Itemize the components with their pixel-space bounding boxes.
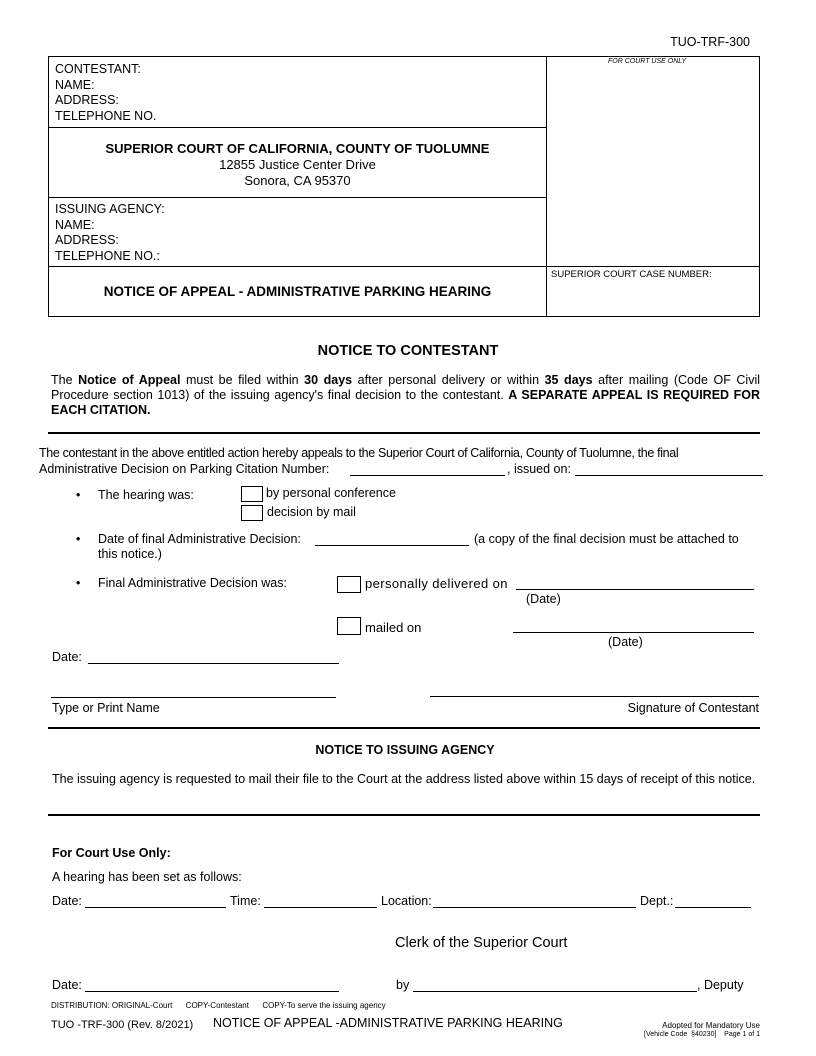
contestant-date-label: Date:: [52, 650, 82, 664]
print-name-label: Type or Print Name: [52, 701, 160, 715]
issuing-agency-block[interactable]: [55, 202, 165, 264]
hearing-location-field[interactable]: [433, 907, 636, 908]
court-use-area[interactable]: [548, 70, 758, 264]
issued-on-label: , issued on:: [507, 462, 571, 476]
notice-to-contestant-title: NOTICE TO CONTESTANT: [317, 343, 499, 359]
contestant-block[interactable]: [55, 62, 156, 124]
agency-heading: ISSUING AGENCY:: [55, 202, 165, 216]
appeal-line-1: The contestant in the above entitled action hereby appeals to the Superior Court of California, County of Tuolumne, the final: [39, 446, 679, 460]
by-label: by: [396, 978, 410, 992]
agency-name-label: NAME:: [55, 217, 95, 232]
footer-form-rev: TUO -TRF-300 (Rev. 8/2021): [51, 1019, 194, 1031]
section-rule-3: [48, 814, 760, 816]
court-block: [48, 141, 547, 189]
section-rule-2: [48, 727, 760, 729]
decision-by-mail-label: decision by mail: [267, 505, 356, 519]
personally-delivered-label: personally delivered on: [365, 576, 508, 591]
hearing-date-field[interactable]: [85, 907, 226, 908]
header-divider-1: [48, 127, 547, 128]
header-divider-3: [48, 266, 760, 267]
clerk-label: Clerk of the Superior Court: [395, 935, 568, 951]
court-city: Sonora, CA 95370: [244, 173, 351, 188]
clerk-date-label: Date:: [52, 978, 82, 992]
header-divider-2: [48, 197, 547, 198]
appeal-line-2: Administrative Decision on Parking Citation Number:: [39, 462, 330, 476]
hearing-set-text: A hearing has been set as follows:: [52, 870, 242, 884]
hearing-dept-field[interactable]: [675, 907, 751, 908]
section-rule-1: [48, 432, 760, 434]
signature-field[interactable]: [430, 696, 759, 697]
court-use-heading: For Court Use Only:: [52, 846, 171, 860]
footer-title: NOTICE OF APPEAL -ADMINISTRATIVE PARKING HEARING: [213, 1016, 563, 1030]
deputy-field[interactable]: [413, 991, 697, 992]
decision-by-mail-checkbox[interactable]: [241, 505, 263, 521]
case-number-field[interactable]: [548, 283, 758, 315]
footer-vehicle-code: [Vehicle Code §40230] Page 1 of 1: [644, 1031, 760, 1038]
mailed-date-caption: (Date): [608, 635, 643, 649]
form-id: TUO-TRF-300: [670, 35, 750, 49]
contestant-date-field[interactable]: [88, 663, 339, 664]
citation-number-field[interactable]: [350, 475, 505, 476]
deputy-label: , Deputy: [697, 978, 744, 992]
personal-conference-checkbox[interactable]: [241, 486, 263, 502]
personally-delivered-checkbox[interactable]: [337, 576, 361, 593]
date-final-note: (a copy of the final decision must be attached to this notice.): [98, 532, 739, 561]
hearing-location-label: Location:: [381, 894, 432, 908]
distribution-note: DISTRIBUTION: ORIGINAL-Court COPY-Contestant COPY-To serve the issuing agency: [51, 1001, 386, 1010]
delivered-date-caption: (Date): [526, 592, 561, 606]
notice-to-contestant-text: The Notice of Appeal must be filed within 30 days after personal delivery or within 35 days after mailing (Code OF Civil Procedure section 1013) of the issuing agency's final decision to the contestant. A SEPARATE APPEAL IS REQUIRED FOR EACH CITATION.: [51, 373, 761, 417]
hearing-dept-label: Dept.:: [640, 894, 674, 908]
print-name-field[interactable]: [51, 697, 336, 698]
case-number-label: SUPERIOR COURT CASE NUMBER:: [551, 269, 712, 280]
agency-telephone-label: TELEPHONE NO.:: [55, 248, 160, 263]
mailed-checkbox[interactable]: [337, 617, 361, 635]
mailed-date-field[interactable]: [513, 632, 754, 633]
hearing-date-label: Date:: [52, 894, 82, 908]
footer-adopted: Adopted for Mandatory Use: [662, 1021, 760, 1030]
notice-to-agency-text: The issuing agency is requested to mail their file to the Court at the address listed above within 15 days of receipt of this notice.: [52, 772, 756, 786]
hearing-time-field[interactable]: [264, 907, 377, 908]
contestant-address-label: ADDRESS:: [55, 93, 119, 107]
delivered-date-field[interactable]: [516, 589, 754, 590]
contestant-name-label: NAME:: [55, 77, 95, 92]
signature-label: Signature of Contestant: [627, 701, 759, 715]
court-use-only-label: FOR COURT USE ONLY: [608, 58, 687, 65]
hearing-time-label: Time:: [230, 894, 261, 908]
contestant-telephone-label: TELEPHONE NO.: [55, 108, 157, 123]
court-street: 12855 Justice Center Drive: [219, 157, 376, 172]
clerk-date-field[interactable]: [85, 991, 339, 992]
date-final-label: • Date of final Administrative Decision:: [98, 532, 301, 546]
agency-address-label: ADDRESS:: [55, 233, 119, 247]
personal-conference-label: by personal conference: [266, 486, 396, 500]
notice-to-agency-title: NOTICE TO ISSUING AGENCY: [315, 743, 495, 757]
issued-on-field[interactable]: [575, 475, 763, 476]
mailed-label: mailed on: [365, 620, 422, 635]
form-title: NOTICE OF APPEAL - ADMINISTRATIVE PARKING HEARING: [103, 284, 492, 299]
court-name: SUPERIOR COURT OF CALIFORNIA, COUNTY OF TUOLUMNE: [105, 141, 490, 156]
final-decision-was-label: • Final Administrative Decision was:: [98, 576, 287, 590]
hearing-was-label: • The hearing was:: [98, 488, 194, 502]
contestant-heading: CONTESTANT:: [55, 62, 141, 76]
